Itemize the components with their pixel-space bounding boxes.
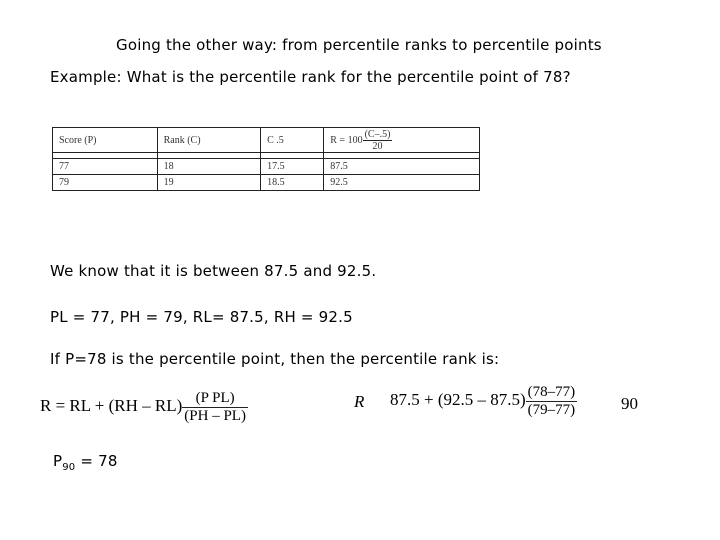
- between-statement: We know that it is between 87.5 and 92.5.: [50, 262, 377, 280]
- header-r-fraction: [363, 129, 393, 152]
- header-r-formula: [324, 128, 480, 153]
- rank-intro: If P=78 is the percentile point, then the percentile rank is:: [50, 350, 500, 368]
- cell-rank: 19: [157, 175, 260, 191]
- header-r-label: R = 100: [330, 134, 363, 146]
- cell-score: 77: [53, 159, 158, 175]
- example-question: Example: What is the percentile rank for the percentile point of 78?: [50, 68, 571, 86]
- numeric-formula-result: 90: [621, 394, 638, 413]
- general-formula-lhs: R = RL + (RH – RL): [40, 395, 183, 415]
- table-row: [53, 175, 480, 191]
- general-formula-denominator: (PH – PL): [184, 407, 246, 424]
- answer-value: = 78: [75, 452, 118, 470]
- header-r-denominator: 20: [372, 140, 383, 152]
- slide-title: Going the other way: from percentile ranks to percentile points: [116, 36, 602, 54]
- header-c-minus-half: C .5: [261, 128, 324, 153]
- general-formula: [40, 390, 248, 424]
- table-header-row: [53, 128, 480, 153]
- numeric-formula-denominator: (79–77): [527, 401, 576, 418]
- answer-line: [53, 452, 118, 473]
- known-values: PL = 77, PH = 79, RL= 87.5, RH = 92.5: [50, 308, 353, 326]
- numeric-formula-fraction: [526, 384, 578, 418]
- general-formula-fraction: [182, 390, 248, 424]
- cell-c: 18.5: [261, 175, 324, 191]
- cell-c: 17.5: [261, 159, 324, 175]
- general-formula-numerator: (P PL): [182, 390, 248, 408]
- header-score: Score (P): [53, 128, 158, 153]
- score-table: [52, 127, 480, 191]
- answer-p: P: [53, 452, 63, 470]
- numeric-formula-numerator: (78–77): [527, 384, 576, 400]
- header-rank: Rank (C): [157, 128, 260, 153]
- numeric-formula-r: R: [354, 392, 365, 411]
- numeric-formula: [390, 384, 577, 418]
- cell-r: 87.5: [324, 159, 480, 175]
- answer-subscript: 90: [62, 462, 76, 473]
- cell-score: 79: [53, 175, 158, 191]
- header-r-numerator: (C–.5): [364, 128, 391, 140]
- numeric-formula-lhs: 87.5 + (92.5 – 87.5): [390, 389, 526, 409]
- cell-r: 92.5: [324, 175, 480, 191]
- cell-rank: 18: [157, 159, 260, 175]
- table-row: [53, 159, 480, 175]
